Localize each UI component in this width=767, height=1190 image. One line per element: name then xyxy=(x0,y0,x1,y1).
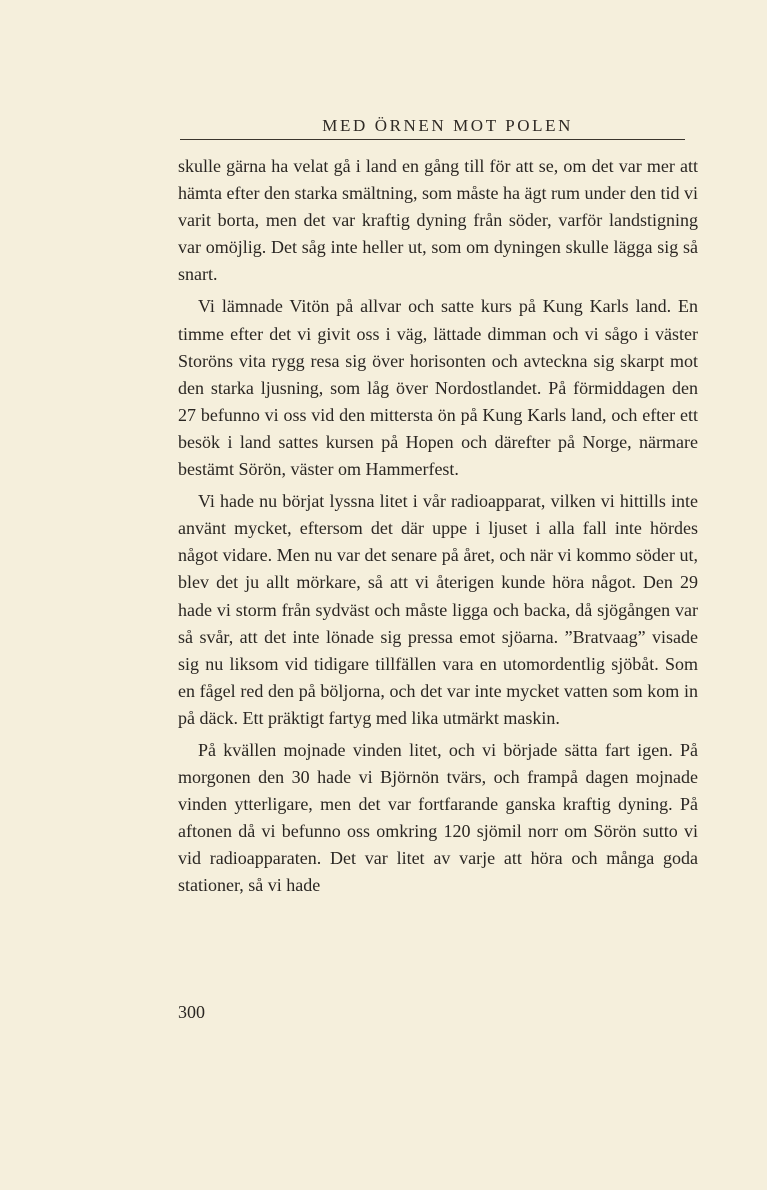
header-rule xyxy=(180,139,685,140)
paragraph: Vi lämnade Vitön på allvar och satte kurs på Kung Karls land. En timme efter det vi givit oss i väg, lättade dimman och vi sågo i väster Storöns vita rygg resa sig över horisonten och avteckna sig skarpt mot den starka ljusning, som låg över Nordostlandet. På förmiddagen den 27 befunno vi oss vid den mittersta ön på Kung Karls land, och efter ett besök i land sattes kursen på Hopen och därefter på Norge, närmare bestämt Sörön, väster om Hammerfest. xyxy=(178,296,698,480)
paragraph: Vi hade nu börjat lyssna litet i vår radioapparat, vilken vi hittills inte använt mycket, eftersom det där uppe i ljuset i alla fall inte hördes något vidare. Men nu var det senare på året, och när vi kommo söder ut, blev det ju allt mörkare, så att vi återigen kunde höra något. Den 29 hade vi storm från sydväst och måste ligga och backa, då sjögången var så svår, att det inte lönade sig pressa emot sjöarna. ”Bratvaag” visade sig nu liksom vid tidigare tillfällen vara en utomordentlig sjöbåt. Som en fågel red den på böljorna, och det var inte mycket vatten som kom in på däck. Ett präktigt fartyg med lika utmärkt maskin. xyxy=(178,491,698,728)
page-number: 300 xyxy=(178,1002,205,1022)
running-head: MED ÖRNEN MOT POLEN xyxy=(322,116,573,135)
paragraph: På kvällen mojnade vinden litet, och vi började sätta fart igen. På morgonen den 30 hade vi Björnön tvärs, och frampå dagen mojnade vinden ytterligare, men det var fortfarande ganska kraftig dyning. På aftonen då vi befunno oss omkring 120 sjömil norr om Sörön sutto vi vid radioapparaten. Det var litet av varje att höra och många goda stationer, så vi hade xyxy=(178,739,698,896)
body-text xyxy=(178,153,698,905)
paragraph-continued: skulle gärna ha velat gå i land en gång till för att se, om det var mer att hämta efter den starka smältning, som måste ha ägt rum under den tid vi varit borta, men det var kraftig dyning från söder, varför landstigning var omöjlig. Det såg inte heller ut, som om dyningen skulle lägga sig så snart. xyxy=(178,156,698,285)
